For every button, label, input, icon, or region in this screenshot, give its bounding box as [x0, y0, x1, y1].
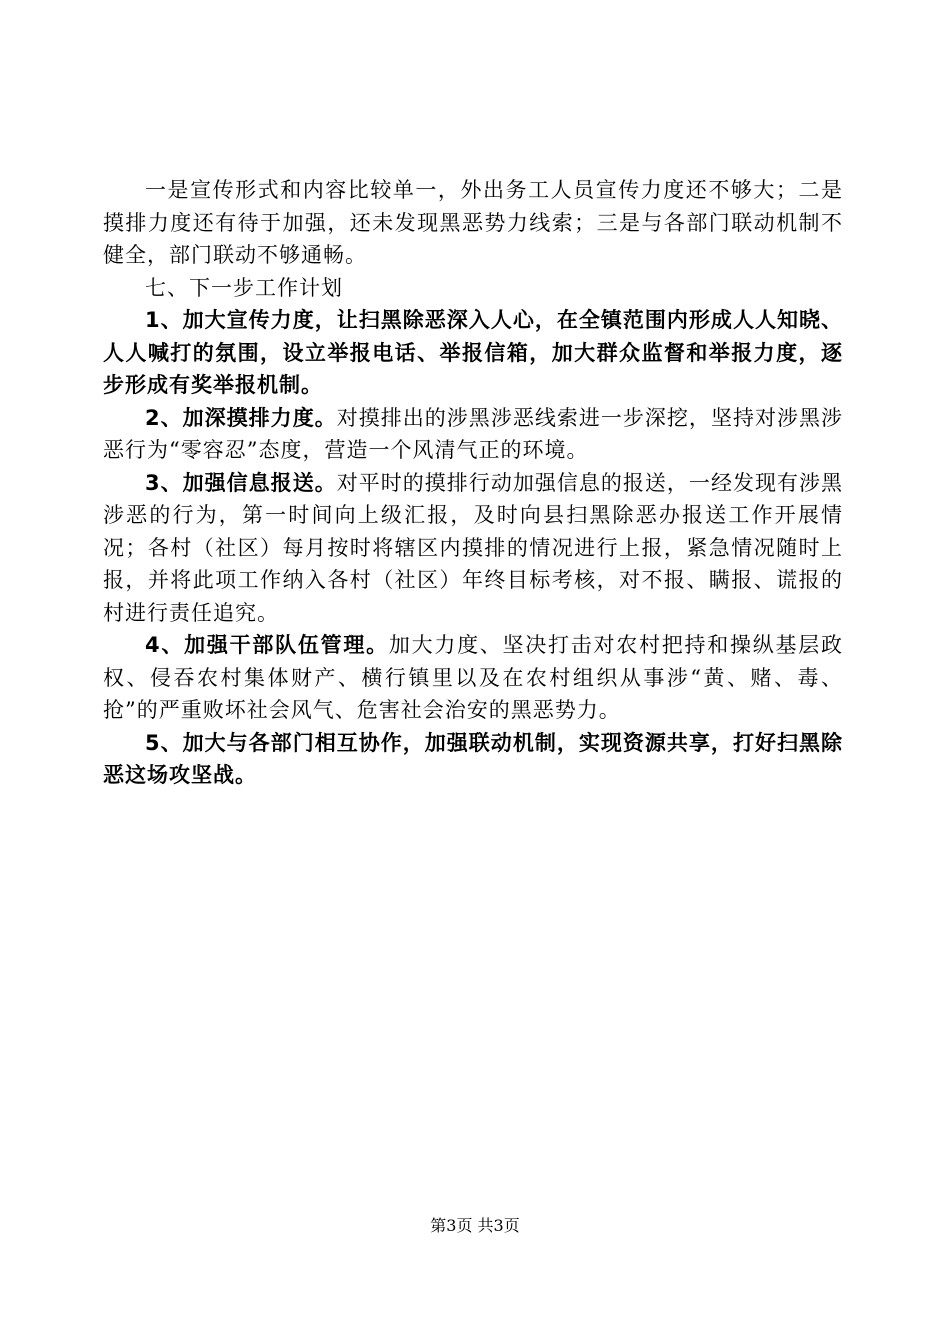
plan-item-1: 1、加大宣传力度，让扫黑除恶深入人心，在全镇范围内形成人人知晓、人人喊打的氛围，设立举报电话、举报信箱，加大群众监督和举报力度，逐步形成有奖举报机制。: [103, 308, 843, 397]
section-heading: 七、下一步工作计划: [145, 275, 343, 300]
plan-item-4-lead: 4、加强干部队伍管理。: [145, 633, 389, 657]
page-footer: 第3页 共3页: [430, 1216, 520, 1235]
plan-item-3-lead: 3、加强信息报送。: [145, 470, 337, 495]
plan-item-2: [103, 402, 843, 467]
plan-item-5: 5、加大与各部门相互协作，加强联动机制，实现资源共享，打好扫黑除恶这场攻坚战。: [103, 730, 843, 787]
plan-item-4-body: 加大力度、坚决打击对农村把持和操纵基层政权、侵吞农村集体财产、横行镇里以及在农村组织从事涉“黄、赌、毒、抢”的严重败坏社会风气、危害社会治安的黑恶势力。: [103, 633, 843, 722]
document-body: [103, 174, 843, 792]
paragraph-problems: 一是宣传形式和内容比较单一，外出务工人员宣传力度还不够大；二是摸排力度还有待于加强，还未发现黑恶势力线索；三是与各部门联动机制不健全，部门联动不够通畅。: [103, 178, 843, 267]
plan-item-3: [103, 467, 843, 630]
plan-item-3-body: 对平时的摸排行动加强信息的报送，一经发现有涉黑涉恶的行为，第一时间向上级汇报，及时向县扫黑除恶办报送工作开展情况；各村（社区）每月按时将辖区内摸排的情况进行上报，紧急情况随时上报，并将此项工作纳入各村（社区）年终目标考核，对不报、瞒报、谎报的村进行责任追究。: [103, 470, 843, 625]
plan-item-4: [103, 629, 843, 727]
plan-item-2-body: 对摸排出的涉黑涉恶线索进一步深挖，坚持对涉黑涉恶行为“零容忍”态度，营造一个风清气正的环境。: [103, 405, 843, 462]
plan-item-2-lead: 2、加深摸排力度。: [145, 405, 337, 430]
